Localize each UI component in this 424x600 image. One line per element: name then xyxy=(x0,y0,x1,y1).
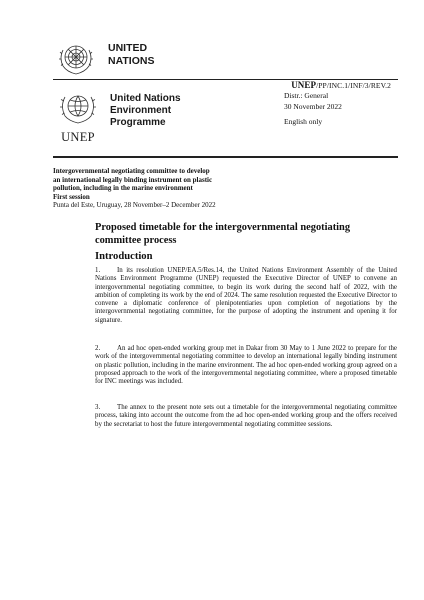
paragraph-3 xyxy=(95,404,397,429)
paragraph-number: 2. xyxy=(95,345,101,352)
meeting-info xyxy=(53,167,253,210)
unep-name-line3: Programme xyxy=(110,117,166,128)
org-name-line2: NATIONS xyxy=(108,54,155,67)
document-title-line1: Proposed timetable for the intergovernmental negotiating xyxy=(95,222,351,233)
document-symbol xyxy=(291,80,391,90)
committee-line3: pollution, including in the marine environment xyxy=(53,184,193,193)
document-title xyxy=(95,222,385,247)
org-name-line1: UNITED xyxy=(108,42,148,54)
unep-name-line2: Environment xyxy=(110,105,172,116)
paragraph-number: 3. xyxy=(95,404,101,411)
paragraph-2 xyxy=(95,345,397,386)
issue-date: 30 November 2022 xyxy=(284,101,342,111)
distribution-label: Distr.: General xyxy=(284,91,329,100)
distribution-block xyxy=(284,91,342,128)
org-name xyxy=(108,42,154,67)
paragraph-text: The annex to the present note sets out a timetable for the intergovernmental negotiating committee process, taking into account the outcome from the ad hoc open-ended working group and the offers received by the secretariat to host the future intergovernmental negotiating committee sessions. xyxy=(95,404,397,428)
section-heading: Introduction xyxy=(95,251,153,262)
document-title-line2: committee process xyxy=(95,234,177,246)
unep-name xyxy=(110,93,181,129)
unep-globe-icon xyxy=(53,88,103,128)
paragraph-number: 1. xyxy=(95,267,101,274)
unep-logo-text: UNEP xyxy=(61,130,95,144)
committee-line2: an international legally binding instrument on plastic xyxy=(53,175,213,184)
unep-name-line1: United Nations xyxy=(110,93,181,104)
document-symbol-main: UNEP xyxy=(291,80,317,90)
paragraph-text: An ad hoc open-ended working group met in Dakar from 30 May to 1 June 2022 to prepare for the work of the intergovernmental negotiating committee to develop an international legally binding instrument on plastic pollution, including in the marine environment. The ad hoc open-ended working group agreed on a proposed approach to the work of the intergovernmental negotiating committee, where a proposed timetable for INC meetings was included. xyxy=(95,345,397,386)
unep-logo xyxy=(53,88,103,142)
language-note: English only xyxy=(284,117,323,126)
committee-line1: Intergovernmental negotiating committee to develop xyxy=(53,167,210,175)
paragraph-text: In its resolution UNEP/EA.5/Res.14, the United Nations Environment Assembly of the United Nations Environment Programme (UNEP) requested the Executive Director of UNEP to convene an intergovernmental negotiating committee, to begin its work during the second half of 2022, with the ambition of completing its work by the end of 2024. The same resolution requested the Executive Director to convene a diplomatic conference of plenipotentiaries upon completion of negotiations by the intergovernmental negotiating committee, for the purpose of adopting the instrument and opening it for signature. xyxy=(95,267,397,324)
header-thick-rule xyxy=(53,156,398,158)
paragraph-1 xyxy=(95,267,397,325)
document-symbol-suffix: /PP/INC.1/INF/3/REV.2 xyxy=(316,81,391,90)
session-label: First session xyxy=(53,192,90,201)
un-emblem-icon xyxy=(56,38,96,78)
session-venue: Punta del Este, Uruguay, 28 November–2 December 2022 xyxy=(53,201,216,210)
